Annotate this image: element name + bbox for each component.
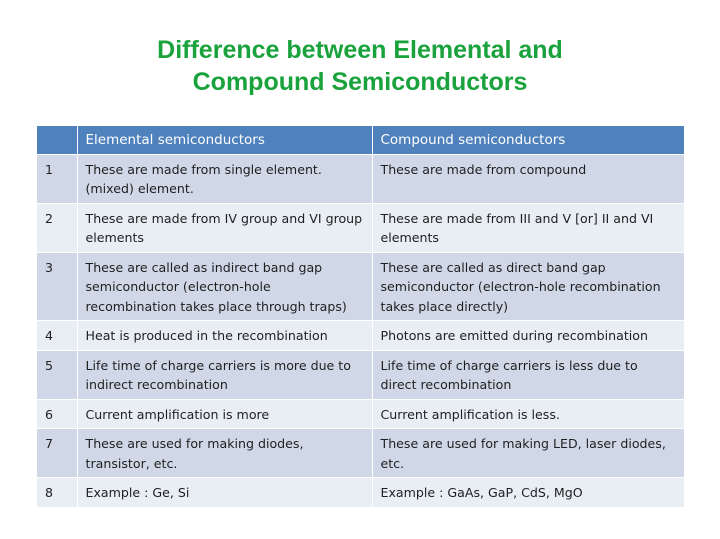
elemental-cell: Heat is produced in the recombination <box>77 321 372 351</box>
header-compound: Compound semiconductors <box>372 126 684 154</box>
slide-title <box>0 34 720 98</box>
compound-cell: These are called as direct band gap semiconductor (electron-hole recombination takes place directly) <box>372 252 684 321</box>
row-number: 3 <box>37 252 77 321</box>
header-number <box>37 126 77 154</box>
table-row <box>37 350 684 399</box>
compound-cell: These are made from compound <box>372 154 684 203</box>
slide-title-line-1: Difference between Elemental and <box>157 36 563 64</box>
elemental-cell: These are made from single element. (mixed) element. <box>77 154 372 203</box>
compound-cell: Current amplification is less. <box>372 399 684 429</box>
elemental-cell: These are made from IV group and VI group elements <box>77 203 372 252</box>
table-row <box>37 321 684 351</box>
row-number: 2 <box>37 203 77 252</box>
elemental-cell: These are used for making diodes, transistor, etc. <box>77 429 372 478</box>
elemental-cell: Current amplification is more <box>77 399 372 429</box>
row-number: 5 <box>37 350 77 399</box>
table-row <box>37 429 684 478</box>
elemental-cell: Life time of charge carriers is more due to indirect recombination <box>77 350 372 399</box>
elemental-cell: Example : Ge, Si <box>77 478 372 507</box>
header-elemental: Elemental semiconductors <box>77 126 372 154</box>
compound-cell: Example : GaAs, GaP, CdS, MgO <box>372 478 684 507</box>
table-header-row <box>37 126 684 154</box>
row-number: 8 <box>37 478 77 507</box>
slide-title-line-2: Compound Semiconductors <box>192 68 528 96</box>
row-number: 1 <box>37 154 77 203</box>
compound-cell: Life time of charge carriers is less due to direct recombination <box>372 350 684 399</box>
compound-cell: These are made from III and V [or] II and VI elements <box>372 203 684 252</box>
table-row <box>37 399 684 429</box>
row-number: 7 <box>37 429 77 478</box>
table-row <box>37 478 684 507</box>
compound-cell: These are used for making LED, laser diodes, etc. <box>372 429 684 478</box>
row-number: 6 <box>37 399 77 429</box>
comparison-table <box>37 126 685 507</box>
row-number: 4 <box>37 321 77 351</box>
table-row <box>37 203 684 252</box>
table-row <box>37 154 684 203</box>
compound-cell: Photons are emitted during recombination <box>372 321 684 351</box>
table-row <box>37 252 684 321</box>
elemental-cell: These are called as indirect band gap semiconductor (electron-hole recombination takes place through traps) <box>77 252 372 321</box>
